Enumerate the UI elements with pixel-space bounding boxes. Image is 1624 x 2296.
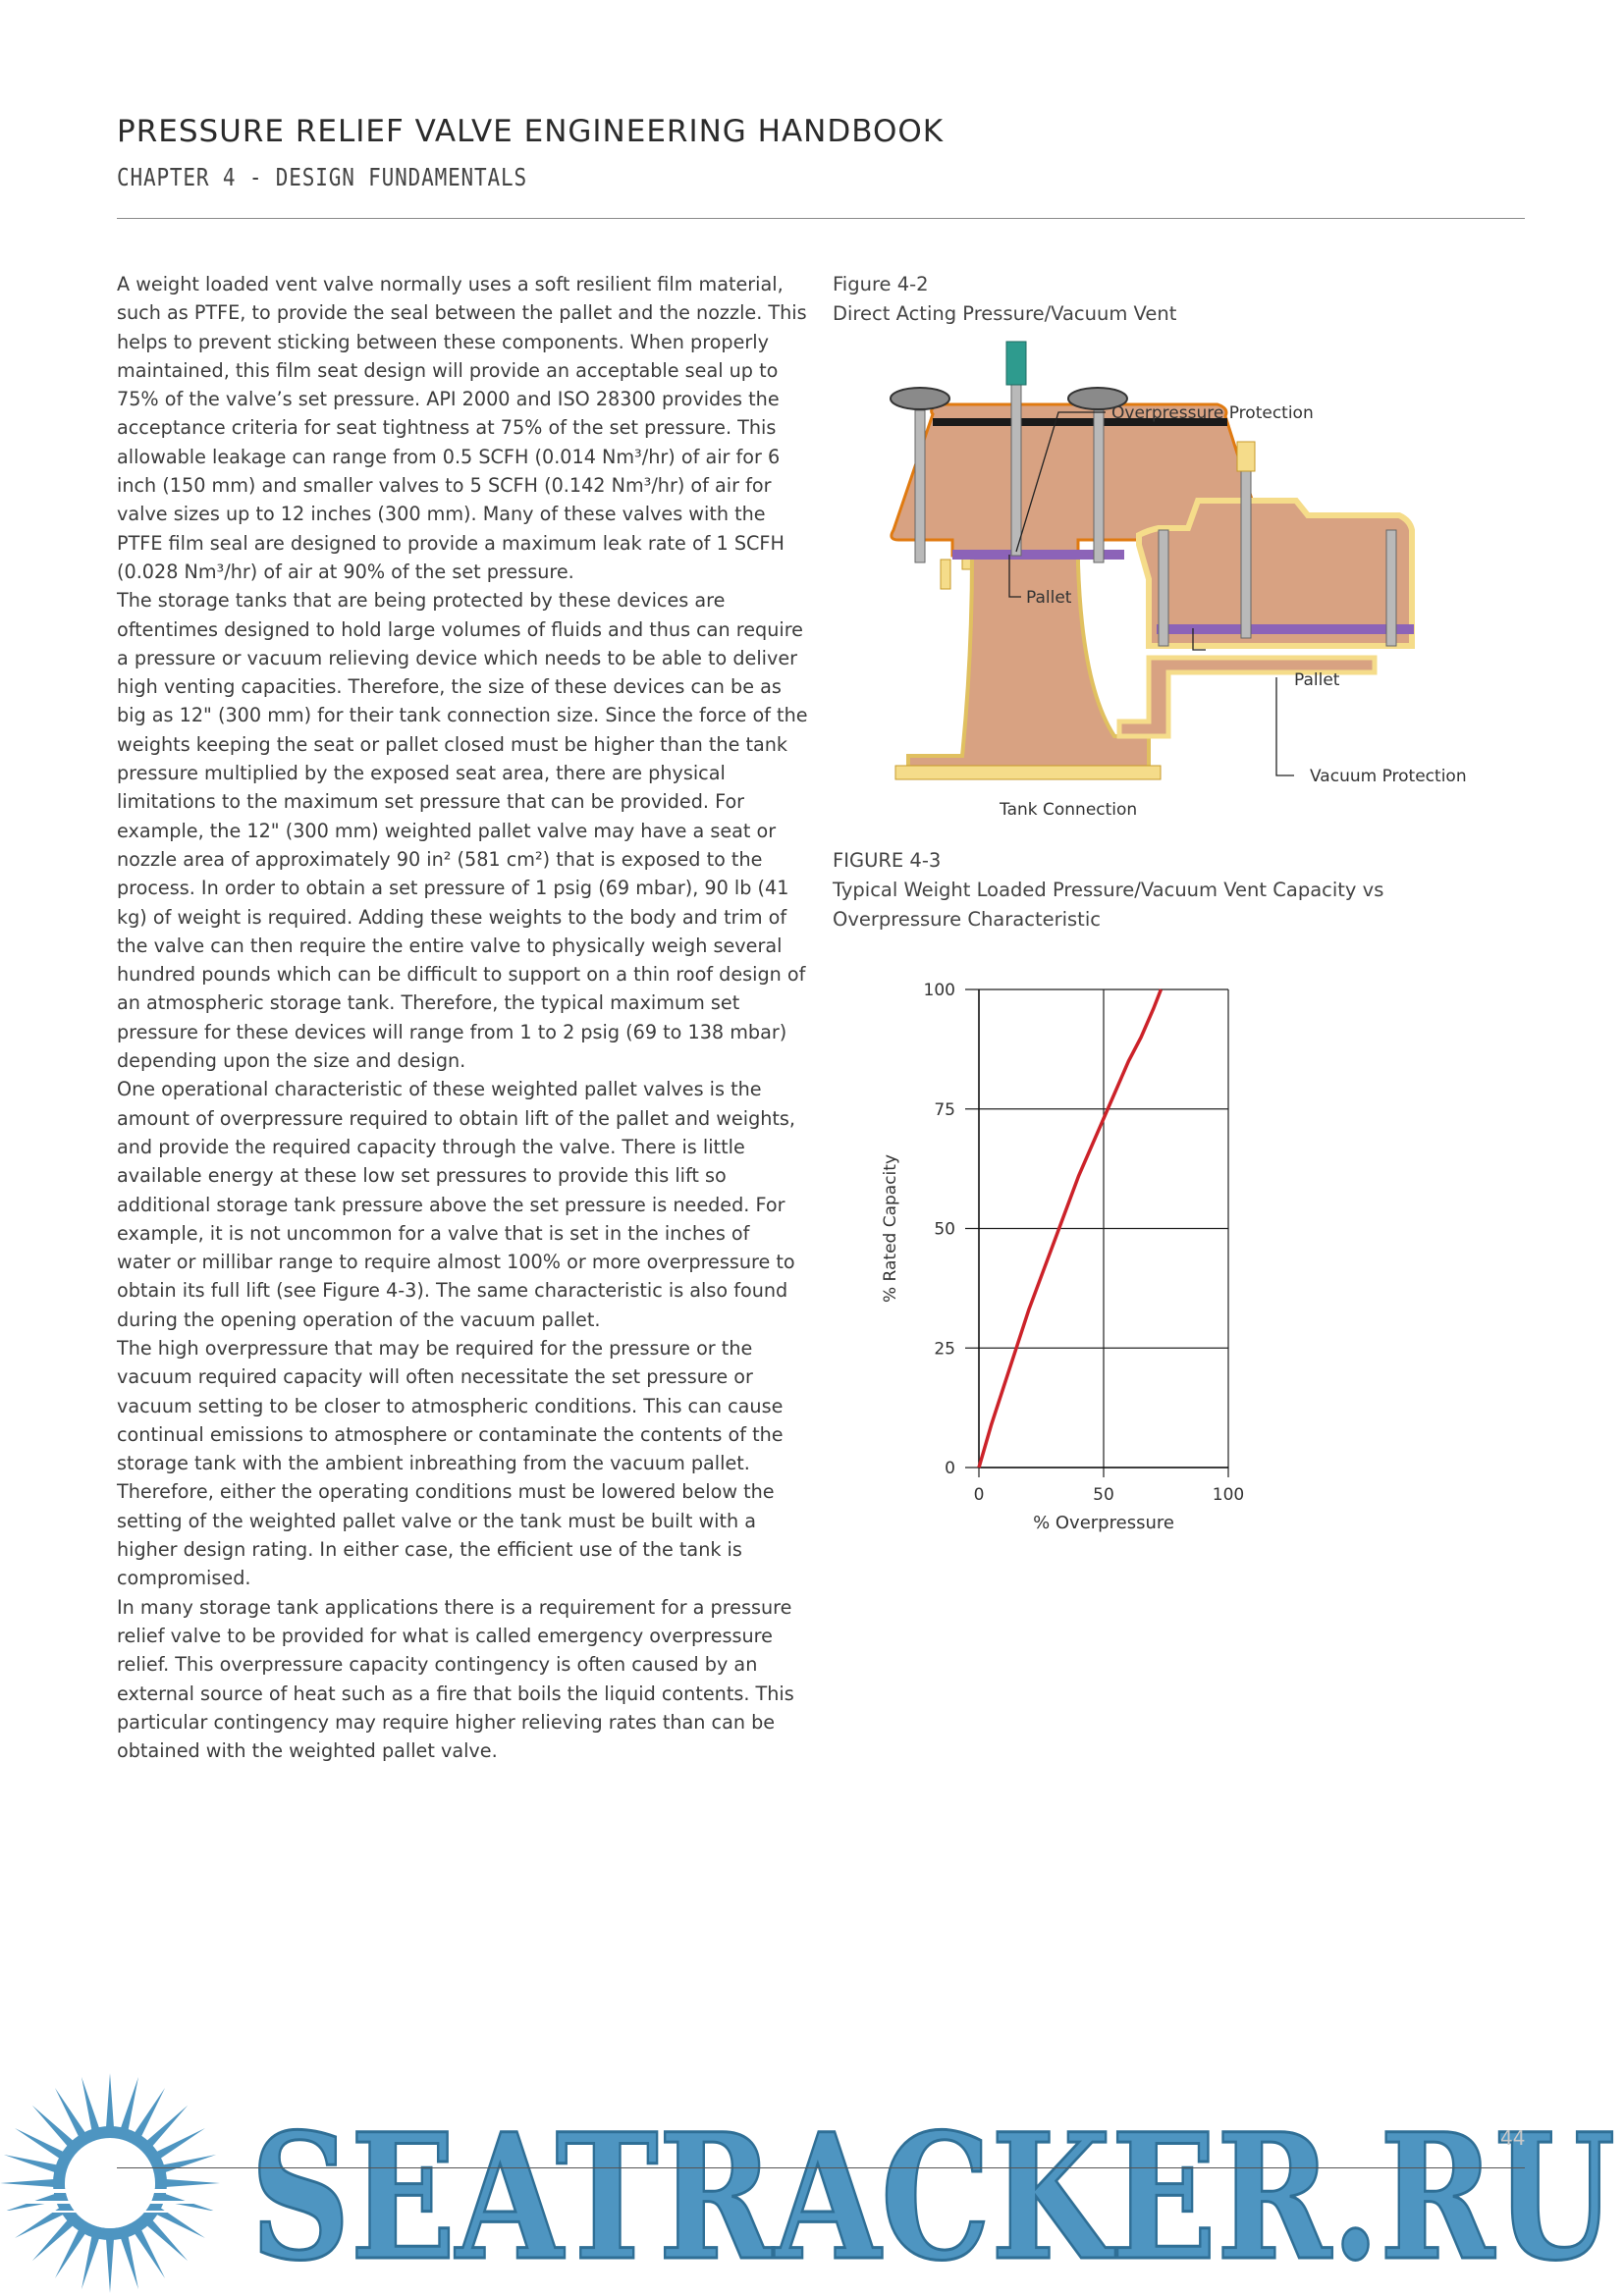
knob-left: [891, 388, 949, 409]
vacuum-weight-cap: [1237, 442, 1255, 471]
y-axis-label: % Rated Capacity: [881, 1153, 900, 1304]
sun-ray: [106, 2073, 115, 2134]
label-pallet-right: Pallet: [1294, 670, 1340, 690]
chapter-subtitle: CHAPTER 4 - DESIGN FUNDAMENTALS: [117, 163, 527, 191]
y-tick-label: 100: [923, 981, 955, 1000]
figure-4-2-title: Direct Acting Pressure/Vacuum Vent: [833, 302, 1177, 325]
x-tick-label: 50: [1093, 1485, 1114, 1505]
label-tank: Tank Connection: [1000, 800, 1138, 820]
label-pallet-left: Pallet: [1026, 588, 1072, 608]
figure-4-3-title-line2: Overpressure Characteristic: [833, 908, 1101, 931]
label-overpressure: Overpressure Protection: [1111, 403, 1314, 423]
sun-ray: [106, 2232, 115, 2293]
figure-4-2-number: Figure 4-2: [833, 273, 929, 295]
y-tick-label: 75: [934, 1099, 955, 1120]
sun-logo: [0, 2073, 220, 2293]
guide-stem-left: [915, 410, 925, 562]
handbook-title: PRESSURE RELIEF VALVE ENGINEERING HANDBOOK: [117, 114, 945, 149]
label-vacuum: Vacuum Protection: [1310, 767, 1467, 786]
vacuum-connection: [1119, 658, 1375, 736]
guide-stem-right: [1094, 410, 1104, 562]
y-tick-label: 25: [934, 1339, 955, 1360]
pressure-vacuum-vent-diagram: [825, 334, 1512, 844]
figure-4-2-caption: [833, 270, 1176, 329]
nozzle-flange: [941, 556, 972, 589]
paragraph: A weight loaded vent valve normally uses a soft resilient film material, such as PTFE, to provide the seal between the pallet and the nozzle. This helps to prevent sticking between these components. When properly maintained, this film seat design will provide an acceptable seal up to 75% of the valve’s set pressure. API 2000 and ISO 28300 provides the acceptance criteria for seat tightness at 75% of the set pressure. This allowable leakage can range from 0.5 SCFH (0.014 Nm³/hr) of air for 6 inch (150 mm) and smaller valves to 5 SCFH (0.142 Nm³/hr) of air for valve sizes up to 12 inches (300 mm). Many of these valves with the PTFE film seal are designed to provide a maximum leak rate of 1 SCFH (0.028 Nm³/hr) of air at 90% of the set pressure.: [117, 273, 807, 583]
watermark-text: SEATRACKER.RU: [250, 2096, 1615, 2296]
page-number: 44: [1500, 2126, 1526, 2150]
figure-4-3-title-line1: Typical Weight Loaded Pressure/Vacuum Vent Capacity vs: [833, 879, 1384, 901]
vacuum-stem-right: [1386, 530, 1396, 646]
center-stem: [1011, 379, 1021, 556]
sun-ray: [159, 2179, 220, 2188]
paragraph: The storage tanks that are being protected by these devices are oftentimes designed to hold large volumes of fluids and thus can require a pressure or vacuum relieving device which needs to be able to deliver high venting capacities. Therefore, the size of these devices can be as big as 12" (300 mm) for their tank connection size. Since the force of the weights keeping the seat or pallet closed must be higher than the tank pressure multiplied by the exposed seat area, there are physical limitations to the maximum set pressure that can be provided. For example, the 12" (300 mm) weighted pallet valve may have a seat or nozzle area of approximately 90 in² (581 cm²) that is exposed to the process. In order to obtain a set pressure of 1 psig (69 mbar), 90 lb (41 kg) of weight is required. Adding these weights to the body and trim of the valve can then require the entire valve to physically weigh several hundred pounds which can be difficult to support on a thin roof design of an atmospheric storage tank. Therefore, the typical maximum set pressure for these devices will range from 1 to 2 psig (69 to 138 mbar) depending upon the size and design.: [117, 589, 808, 1073]
x-axis-label: % Overpressure: [1033, 1513, 1174, 1533]
capacity-chart: [825, 937, 1257, 1566]
leader-vacuum: [1276, 677, 1294, 775]
chart-grid: [965, 989, 1228, 1477]
figure-4-3-number: FIGURE 4-3: [833, 849, 942, 872]
paragraph: The high overpressure that may be required for the pressure or the vacuum required capacity will often necessitate the set pressure or vacuum setting to be closer to atmospheric conditions. This can cause continual emissions to atmosphere or contaminate the contents of the storage tank with the ambient inbreathing from the vacuum pallet. Therefore, either the operating conditions must be lowered below the setting of the weighted pallet valve or the tank must be built with a higher design rating. In either case, the efficient use of the tank is compromised.: [117, 1336, 784, 1590]
chart-tick-labels: [924, 981, 1245, 1505]
footer-divider: [117, 2167, 1525, 2168]
vacuum-stem-left: [1159, 530, 1168, 646]
x-tick-label: 0: [973, 1485, 985, 1505]
x-tick-label: 100: [1212, 1485, 1245, 1505]
seatracker-watermark: [0, 2061, 1624, 2296]
vacuum-center-stem: [1241, 461, 1251, 638]
y-tick-label: 0: [945, 1459, 955, 1478]
figure-4-3-caption: [833, 846, 1383, 934]
y-tick-label: 50: [934, 1219, 955, 1240]
weight-cap: [1006, 342, 1026, 385]
bottom-flange: [895, 766, 1161, 779]
vacuum-pallet: [1157, 624, 1414, 634]
body-text: [117, 270, 809, 1765]
header-divider: [117, 218, 1525, 219]
paragraph: One operational characteristic of these weighted pallet valves is the amount of overpressure required to obtain lift of the pallet and weights, and provide the required capacity through the valve. There is little available energy at these low set pressures to provide this lift so additional storage tank pressure above the set pressure is needed. For example, it is not uncommon for a valve that is set in the inches of water or millibar range to require almost 100% or more overpressure to obtain its full lift (see Figure 4-3). The same characteristic is also found during the opening operation of the vacuum pallet.: [117, 1078, 796, 1331]
paragraph: In many storage tank applications there is a requirement for a pressure relief valve to be provided for what is called emergency overpressure relief. This overpressure capacity contingency is often caused by an external source of heat such as a fire that boils the liquid contents. This particular contingency may require higher relieving rates than can be obtained with the weighted pallet valve.: [117, 1595, 794, 1763]
sun-ray: [0, 2179, 61, 2188]
